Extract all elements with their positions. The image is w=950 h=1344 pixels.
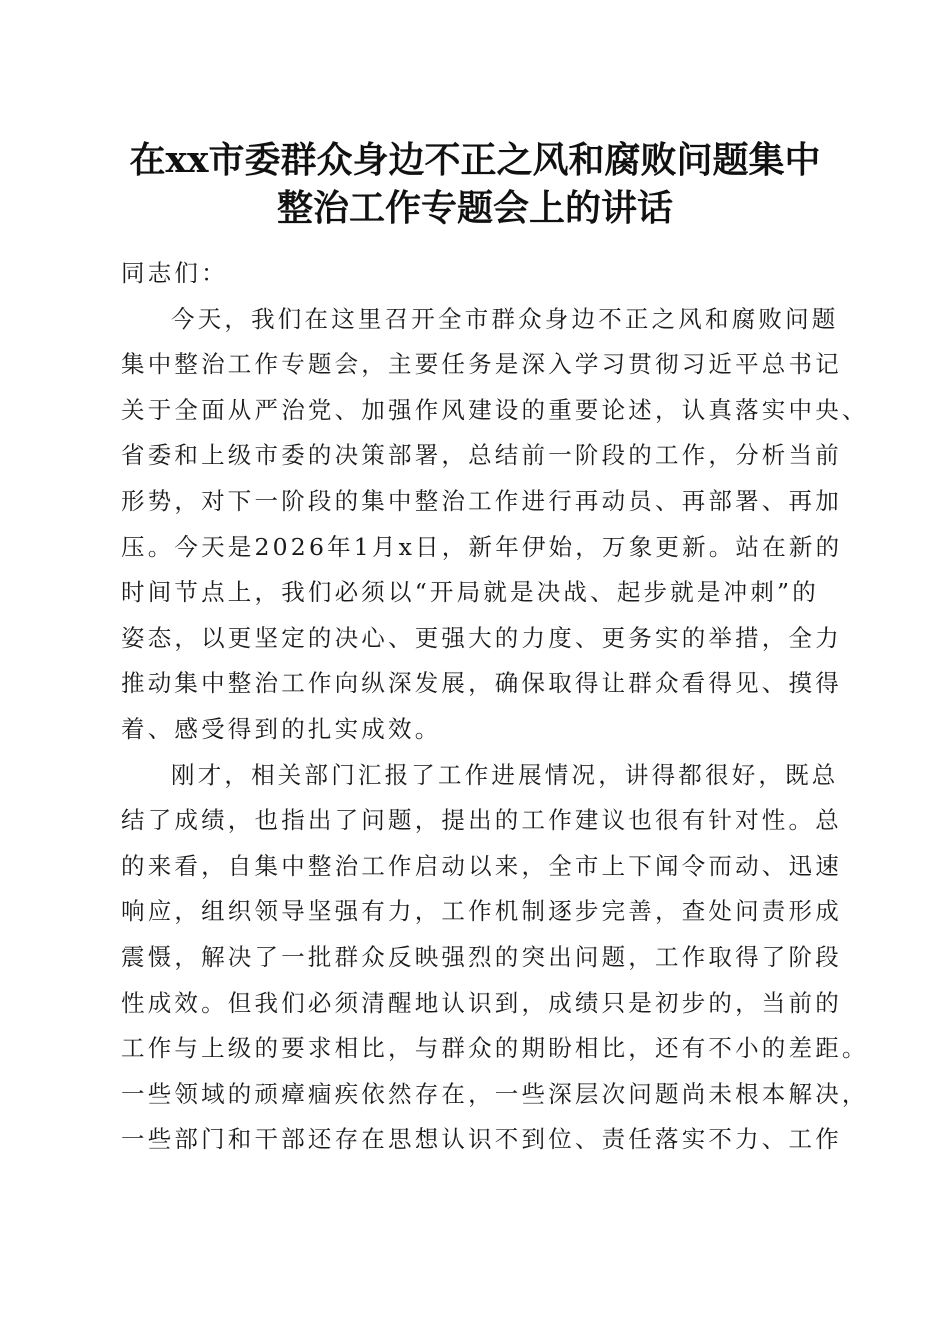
paragraph-line: 省委和上级市委的决策部署，总结前一阶段的工作，分析当前 — [121, 441, 842, 470]
title-line-2: 整治工作专题会上的讲话 — [276, 187, 673, 229]
paragraph-line: 结了成绩，也指出了问题，提出的工作建议也很有针对性。总 — [121, 806, 842, 835]
paragraph-line: 性成效。但我们必须清醒地认识到，成绩只是初步的，当前的 — [121, 988, 842, 1017]
paragraph-line: 工作与上级的要求相比，与群众的期盼相比，还有不小的差距。 — [121, 1034, 869, 1063]
paragraph-2 — [121, 753, 869, 1163]
salutation: 同志们： — [121, 259, 228, 287]
title-line-1: 在xx市委群众身边不正之风和腐败问题集中 — [129, 139, 821, 181]
document-body — [121, 251, 869, 1163]
paragraph-line: 震慑，解决了一批群众反映强烈的突出问题，工作取得了阶段 — [121, 942, 842, 971]
document-title — [100, 136, 850, 232]
paragraph-line: 刚才，相关部门汇报了工作进展情况，讲得都很好，既总 — [171, 760, 839, 789]
paragraph-line: 一些领域的顽瘴痼疾依然存在，一些深层次问题尚未根本解决， — [121, 1079, 869, 1108]
paragraph-line: 时间节点上，我们必须以“开局就是决战、起步就是冲刺”的 — [121, 578, 819, 607]
paragraph-line: 集中整治工作专题会，主要任务是深入学习贯彻习近平总书记 — [121, 350, 842, 379]
paragraph-line: 的来看，自集中整治工作启动以来，全市上下闻令而动、迅速 — [121, 851, 842, 880]
paragraph-line: 响应，组织领导坚强有力，工作机制逐步完善，查处问责形成 — [121, 897, 842, 926]
paragraph-line: 压。今天是2026年1月x日，新年伊始，万象更新。站在新的 — [121, 532, 843, 561]
paragraph-line: 推动集中整治工作向纵深发展，确保取得让群众看得见、摸得 — [121, 669, 842, 698]
paragraph-line: 着、感受得到的扎实成效。 — [121, 714, 442, 743]
paragraph-line: 形势，对下一阶段的集中整治工作进行再动员、再部署、再加 — [121, 486, 842, 515]
paragraph-line: 今天，我们在这里召开全市群众身边不正之风和腐败问题 — [171, 304, 839, 333]
paragraph-line: 姿态，以更坚定的决心、更强大的力度、更务实的举措，全力 — [121, 623, 842, 652]
paragraph-1 — [121, 297, 869, 753]
paragraph-line: 一些部门和干部还存在思想认识不到位、责任落实不力、工作 — [121, 1125, 842, 1154]
paragraph-line: 关于全面从严治党、加强作风建设的重要论述，认真落实中央、 — [121, 395, 869, 424]
